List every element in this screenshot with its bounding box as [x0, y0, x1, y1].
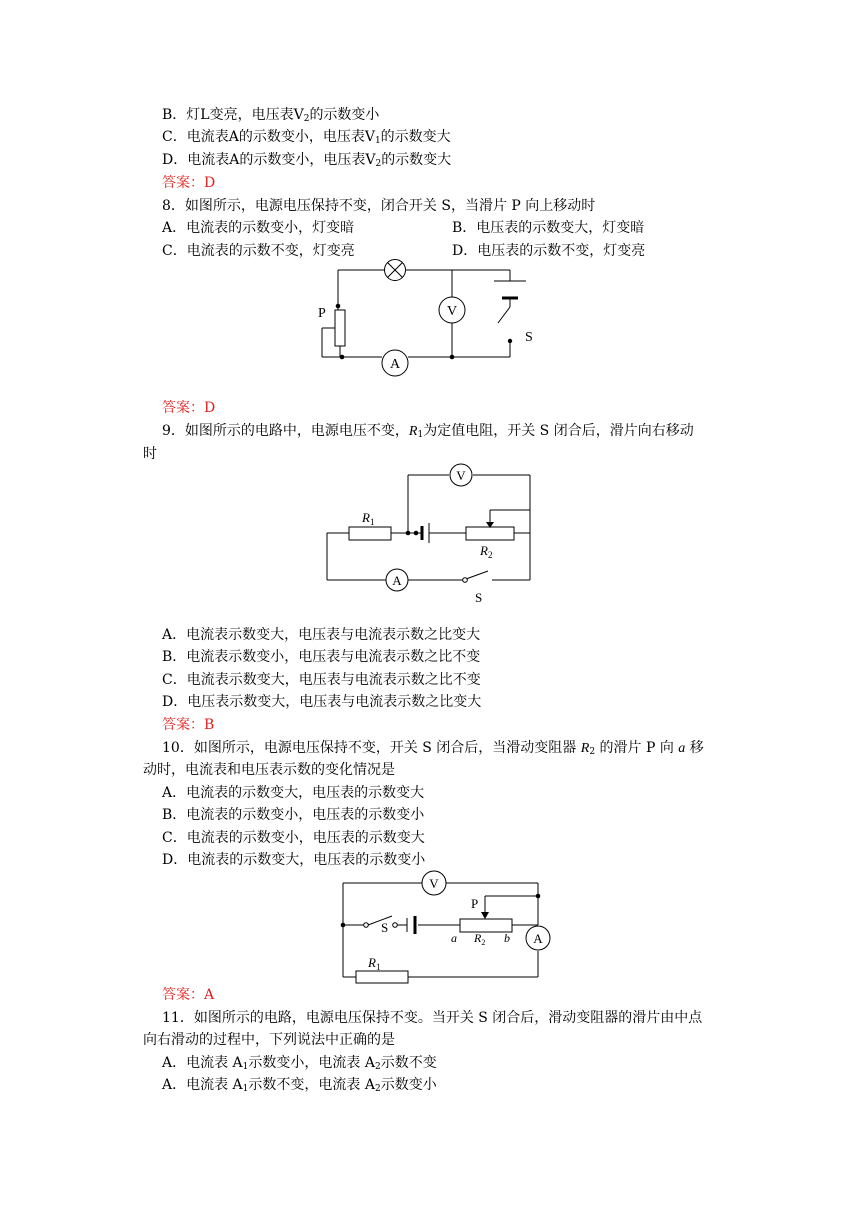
- q10-option-d: D．电流表的示数变大，电压表的示数变小: [162, 852, 426, 868]
- q11-stem-line2: 向右滑动的过程中，下列说法中正确的是: [143, 1032, 395, 1048]
- q9-switch-label: S: [475, 590, 483, 605]
- q8-answer: 答案：D: [162, 400, 216, 416]
- q9-r1-label: $R_1$: [362, 510, 375, 527]
- q7-option-b: B．灯L变亮，电压表$V_2$的示数变小: [162, 107, 380, 124]
- q7-option-d: D．电流表A的示数变小，电压表$V_2$的示数变大: [162, 152, 452, 169]
- q10-answer: 答案：A: [162, 987, 215, 1003]
- q10-voltmeter-label: V: [429, 876, 439, 891]
- q9-voltmeter-label: V: [456, 468, 466, 483]
- q8-voltmeter-label: V: [446, 304, 458, 319]
- q8-ammeter-label: A: [389, 357, 401, 372]
- q8-option-b: B．电压表的示数变大，灯变暗: [452, 220, 645, 236]
- q9-resistor-r1: [349, 527, 391, 540]
- q10-switch-label: S: [381, 920, 389, 935]
- q10-end-a-label: a: [451, 931, 457, 945]
- q8-lamp-icon: [385, 260, 406, 281]
- q8-option-d: D．电压表的示数不变，灯变亮: [452, 243, 646, 259]
- q9-rheostat-r2: [466, 527, 514, 540]
- q10-r1-label: $R_1$: [368, 955, 381, 972]
- q9-ammeter-label: A: [392, 573, 402, 588]
- q9-switch: [463, 578, 468, 583]
- q10-option-c: C．电流表的示数变小，电压表的示数变大: [162, 830, 425, 846]
- q10-circuit-diagram: [335, 868, 560, 988]
- q9-r2-label: $R_2$: [480, 543, 493, 560]
- q9-option-c: C．电流表示数变大，电压表与电流表示数之比不变: [162, 672, 481, 688]
- q10-ammeter-label: A: [533, 931, 543, 946]
- q9-stem-line1: 9．如图所示的电路中，电源电压不变，$R_1$为定值电阻，开关 S 闭合后，滑片向右移动: [162, 423, 694, 440]
- q9-stem-line2: 时: [143, 446, 157, 462]
- q10-stem-line2: 动时，电流表和电压表示数的变化情况是: [143, 762, 395, 778]
- q8-rheostat: [335, 310, 345, 346]
- q11-option-2: A．电流表 $A_1$示数不变，电流表 $A_2$示数变小: [162, 1077, 437, 1094]
- q9-option-a: A．电流表示数变大，电压表与电流表示数之比变大: [162, 627, 481, 643]
- q10-r2-label: $R_2$: [474, 931, 486, 947]
- q11-stem-line1: 11．如图所示的电路，电源电压保持不变。当开关 S 闭合后，滑动变阻器的滑片由中点: [162, 1010, 703, 1026]
- q10-end-b-label: b: [504, 931, 510, 945]
- q9-answer: 答案：B: [162, 717, 215, 733]
- q7-answer: 答案：D: [162, 175, 216, 191]
- q9-circuit-diagram: [320, 460, 540, 610]
- q8-slider-label: P: [318, 306, 326, 321]
- q8-switch: [508, 339, 512, 343]
- q7-option-c: C．电流表A的示数变小，电压表$V_1$的示数变大: [162, 129, 451, 146]
- q8-circuit-diagram: [300, 255, 560, 380]
- q9-option-d: D．电压表示数变大，电压表与电流表示数之比变大: [162, 694, 482, 710]
- q10-option-b: B．电流表的示数变小，电压表的示数变小: [162, 807, 425, 823]
- q8-switch-label: S: [525, 330, 533, 345]
- q10-stem-line1: 10．如图所示，电源电压保持不变，开关 S 闭合后，当滑动变阻器 $R_2$ 的滑片 P 向 a 移: [162, 740, 704, 757]
- q8-stem: 8．如图所示，电源电压保持不变，闭合开关 S，当滑片 P 向上移动时: [162, 198, 596, 214]
- q9-option-b: B．电流表示数变小，电压表与电流表示数之比不变: [162, 649, 481, 665]
- q10-switch: [364, 923, 369, 928]
- q10-option-a: A．电流表的示数变大，电压表的示数变大: [162, 785, 425, 801]
- q10-slider-label: P: [471, 896, 479, 911]
- q10-resistor-r1: [356, 971, 408, 983]
- q8-option-c: C．电流表的示数不变，灯变亮: [162, 243, 355, 259]
- q11-option-1: A．电流表 $A_1$示数变小，电流表 $A_2$示数不变: [162, 1055, 437, 1072]
- q8-option-a: A．电流表的示数变小，灯变暗: [162, 220, 355, 236]
